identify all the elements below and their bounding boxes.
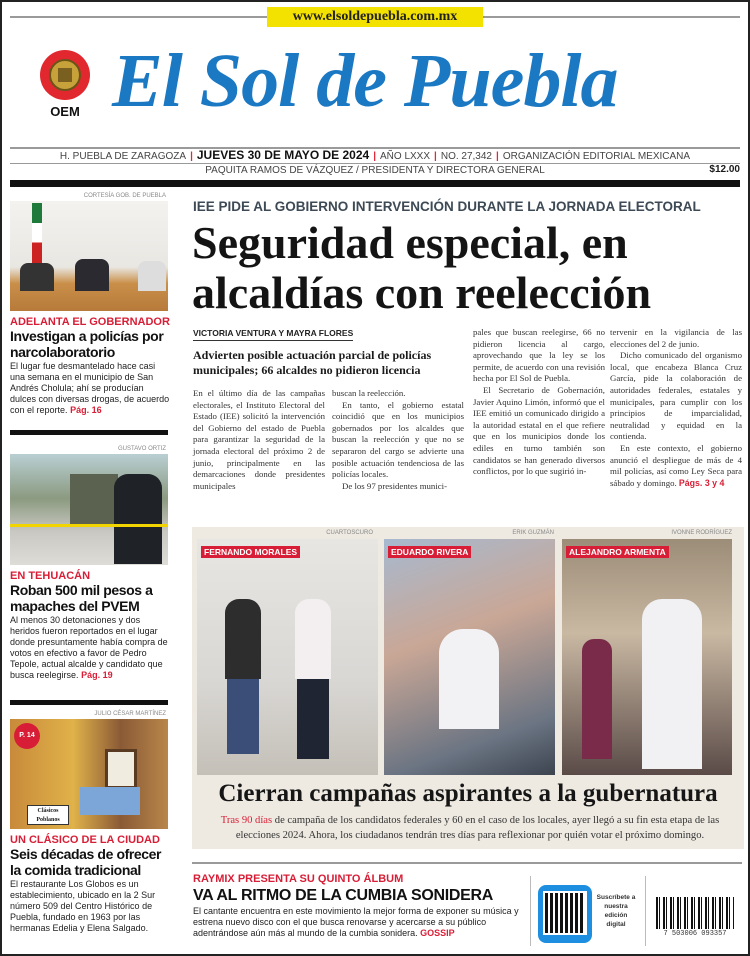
barcode [656, 897, 734, 929]
divider [645, 876, 646, 946]
campaigns-deck: Tras 90 días de campaña de los candidatos federales y 60 en el caso de los locales, ayer llegó a su fin esta etapa de las elecciones 2024. Ahora, los ciudadanos tendrán tres días para reflexionar por quién votar el próximo domingo. [220, 815, 720, 841]
qr-code-icon [545, 893, 585, 933]
lead-kicker: IEE PIDE AL GOBIERNO INTERVENCIÓN DURANTE LA JORNADA ELECTORAL [193, 199, 701, 214]
subscribe-text: Suscríbete a nuestra edición digital [596, 894, 636, 928]
page-reference[interactable]: Pág. 19 [81, 670, 113, 680]
eduardo-rivera-photo[interactable] [384, 539, 555, 775]
lead-headline[interactable]: Seguridad especial, en alcaldías con reelección [192, 217, 652, 318]
restaurant-sign: Clásicos Poblanos [27, 805, 69, 825]
article-column-2: buscan la reelección. En tanto, el gobierno estatal coincidió que en los municipios gobernados por los alcaldes que buscan la reelección y que no se separaron del cargo se advierte una posible actuación tendenciosa de las policías locales. De los 97 presidentes munici- [332, 388, 464, 491]
qr-code-phone[interactable] [538, 885, 592, 943]
header-bar [10, 180, 740, 187]
article-column-4: tervenir en la vigilancia de las elecciones del 2 de junio. Dicho comunicado del organismo local, que encabeza Blanca Cruz García, pide la colaboración de autoridades federales, estatales y municipales, para cumplir con los principios de imparcialidad, neutralidad y equidad en la contienda. En este contexto, el gobierno anunció el despliegue de más de 4 mil policías, así como Ley Seca para sábado y domingo. Págs. 3 y 4 [610, 327, 742, 488]
sidebar-story-1 [10, 316, 170, 416]
story-headline[interactable]: Roban 500 mil pesos a mapaches del PVEM [10, 582, 153, 614]
publisher: ORGANIZACIÓN EDITORIAL MEXICANA [502, 151, 691, 162]
page-badge: P. 14 [14, 723, 40, 749]
bottom-story [193, 873, 523, 939]
photo-credit: IVONNE RODRÍGUEZ [671, 530, 732, 536]
rule [192, 862, 742, 864]
photo-credit: CUARTOSCURO [326, 530, 373, 536]
story-headline[interactable]: Investigan a policías por narcolaboratorio [10, 328, 164, 360]
story-kicker: EN TEHUACÁN [10, 570, 91, 582]
candidate-name-tag: ALEJANDRO ARMENTA [566, 546, 669, 558]
campaigns-headline[interactable]: Cierran campañas aspirantes a la gubernatura [218, 780, 718, 807]
lead-subhead: Advierten posible actuación parcial de policías municipales; 66 alcaldes no pidieron licencia [193, 348, 432, 377]
divider [530, 876, 531, 946]
candidate-name-tag: EDUARDO RIVERA [388, 546, 471, 558]
page-reference[interactable]: Pág. 16 [70, 405, 102, 415]
svg-text:OEM: OEM [50, 104, 80, 119]
story-body: El restaurante Los Globos es un establecimiento, ubicado en la 2 Sur número 509 del Centro Histórico de Puebla, fundado en 1963 por las hermanas Edelia y Elena Salgado. [10, 879, 156, 933]
rule [10, 163, 740, 164]
oem-logo [38, 48, 96, 120]
governor-meeting-photo[interactable] [10, 201, 168, 311]
issue-number: NO. 27,342 [440, 151, 492, 162]
director: PAQUITA RAMOS DE VÁZQUEZ / PRESIDENTA Y DIRECTORA GENERAL [205, 165, 545, 176]
website-url[interactable]: www.elsoldepuebla.com.mx [267, 7, 483, 27]
bottom-body: El cantante encuentra en este movimiento la mejor forma de exponer su música y estrena nuevo disco con el que busca renovarse y acercarse a su público adentrándose aún más al mundo de la cumbia sonidera. GOSSIP [193, 906, 519, 938]
article-column-3: pales que buscan reelegirse, 66 no pidieron licencia al cargo, aprovechando que la ley se los permite, de acuerdo con una revisión hecha por El Sol de Puebla. El Secretario de Gobernación, Javier Aquino Limón, informó que el IEE emitió un comunicado dirigido a la autoridad estatal en el que refiere que en los municipios donde los ediles en turno también son candidatos se han generado diversos conflictos, por lo que sugirió in- [473, 327, 605, 477]
bottom-kicker: RAYMIX PRESENTA SU QUINTO ÁLBUM [193, 873, 404, 885]
divider [10, 700, 168, 705]
date: JUEVES 30 DE MAYO DE 2024 [196, 148, 370, 162]
story-headline[interactable]: Seis décadas de ofrecer la comida tradicional [10, 846, 162, 878]
story-kicker: ADELANTA EL GOBERNADOR [10, 316, 170, 328]
alejandro-armenta-photo[interactable] [562, 539, 732, 775]
newspaper-title: El Sol de Puebla [112, 39, 618, 123]
sidebar-story-2 [10, 570, 170, 681]
page-reference[interactable]: Págs. 3 y 4 [678, 477, 725, 488]
byline: VICTORIA VENTURA Y MAYRA FLORES [193, 328, 353, 341]
divider [10, 430, 168, 435]
edition-info: H. PUEBLA DE ZARAGOZA | JUEVES 30 DE MAYO DE 2024 | AÑO LXXX | NO. 27,342 | ORGANIZACIÓN EDITORIAL MEXICANA [59, 148, 691, 162]
sidebar-story-3 [10, 834, 170, 934]
story-kicker: UN CLÁSICO DE LA CIUDAD [10, 834, 160, 846]
bottom-headline[interactable]: VA AL RITMO DE LA CUMBIA SONIDERA [193, 887, 494, 904]
section-reference[interactable]: GOSSIP [420, 928, 455, 938]
city: H. PUEBLA DE ZARAGOZA [59, 151, 187, 162]
article-column-1: En el último día de las campañas electorales, el Instituto Electoral del Estado (IEE) solicitó la intervención del Gobierno del estado de Puebla para garantizar la seguridad de la jornada electoral del próximo 2 de junio, principalmente en las demarcaciones donde presidentes municipales [193, 388, 325, 491]
photo-credit: CORTESÍA GOB. DE PUEBLA [83, 193, 166, 199]
crime-scene-photo[interactable] [10, 454, 168, 565]
candidate-name-tag: FERNANDO MORALES [201, 546, 300, 558]
fernando-morales-photo[interactable] [197, 539, 378, 775]
year: AÑO LXXX [380, 151, 431, 162]
barcode-number: 7 503006 093357 [654, 930, 736, 938]
price: $12.00 [709, 164, 740, 175]
photo-credit: JULIO CÉSAR MARTÍNEZ [94, 711, 166, 717]
photo-credit: GUSTAVO ORTIZ [117, 446, 166, 452]
photo-credit: ERIK GUZMÁN [512, 530, 554, 536]
story-body: Al menos 30 detonaciones y dos heridos fueron reportados en el lugar donde presuntamente había compra de votos en efectivo a favor de Pedro Tepole, actual alcalde y candidato que busca reelegirse. Pág. 19 [10, 615, 168, 680]
restaurant-photo[interactable] [10, 719, 168, 829]
story-body: El lugar fue desmantelado hace casi una semana en el municipio de San Andrés Cholula; ahí se producían dulces con diversas drogas, de acuerdo con el reporte. Pág. 16 [10, 361, 170, 415]
